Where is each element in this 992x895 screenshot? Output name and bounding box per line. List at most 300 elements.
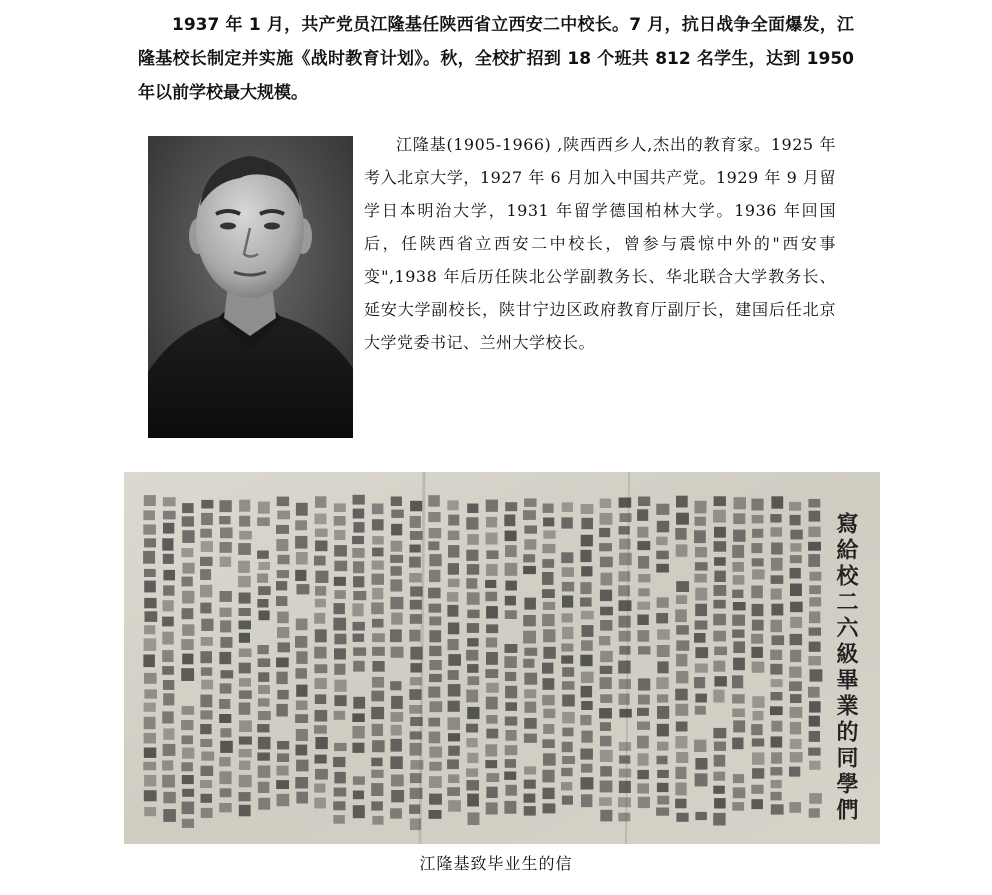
letter-glyph	[580, 715, 591, 725]
letter-glyph	[486, 652, 498, 665]
letter-glyph	[600, 781, 613, 793]
letter-glyph	[790, 515, 801, 525]
letter-glyph	[751, 543, 762, 553]
letter-glyph	[694, 633, 706, 643]
letter-glyph	[695, 621, 708, 630]
letter-glyph	[353, 791, 364, 800]
letter-glyph	[753, 711, 764, 721]
letter-glyph	[239, 500, 250, 512]
letter-glyph	[448, 746, 460, 756]
letter-glyph	[353, 661, 365, 672]
letter-glyph	[809, 701, 821, 712]
letter-glyph	[751, 634, 763, 644]
letter-glyph	[676, 496, 688, 508]
letter-glyph	[694, 574, 706, 583]
letter-glyph	[409, 705, 422, 714]
letter-glyph	[353, 805, 365, 818]
letter-glyph	[542, 739, 554, 748]
letter-glyph	[733, 774, 744, 783]
letter-glyph	[580, 598, 592, 607]
letter-glyph	[675, 528, 686, 540]
letter-glyph	[220, 788, 232, 797]
letter-glyph	[334, 664, 345, 675]
letter-scan	[124, 472, 880, 844]
letter-glyph	[581, 764, 593, 773]
letter-glyph	[695, 664, 708, 673]
letter-glyph	[467, 564, 479, 575]
letter-glyph	[675, 609, 687, 622]
letter-glyph	[618, 797, 631, 807]
letter-glyph	[220, 683, 232, 693]
letter-glyph	[410, 600, 422, 610]
letter-glyph	[144, 538, 156, 547]
letter-glyph	[143, 510, 155, 520]
letter-glyph	[239, 663, 251, 674]
letter-glyph	[372, 619, 384, 628]
letter-glyph	[714, 755, 726, 767]
letter-glyph	[200, 569, 211, 580]
letter-glyph	[790, 634, 803, 645]
letter-glyph	[258, 711, 271, 720]
letter-glyph	[695, 501, 707, 514]
letter-glyph	[543, 504, 554, 513]
letter-glyph	[581, 686, 593, 698]
letter-glyph	[771, 679, 783, 687]
letter-glyph	[219, 699, 230, 709]
letter-glyph	[429, 528, 442, 538]
letter-glyph	[182, 819, 194, 828]
letter-glyph	[372, 504, 384, 515]
letter-glyph	[391, 566, 402, 576]
letter-glyph	[676, 513, 689, 525]
letter-glyph	[390, 579, 402, 591]
letter-glyph	[259, 611, 270, 621]
letter-glyph	[486, 773, 499, 782]
letter-glyph	[144, 703, 156, 712]
letter-glyph	[162, 760, 173, 770]
letter-glyph	[505, 545, 517, 557]
letter-glyph	[657, 694, 668, 702]
letter-glyph	[601, 573, 613, 586]
letter-glyph	[542, 572, 554, 585]
letter-glyph	[219, 516, 231, 524]
letter-glyph	[771, 527, 783, 536]
letter-glyph	[410, 773, 422, 783]
letter-glyph	[713, 661, 725, 672]
letter-glyph	[372, 816, 383, 825]
letter-glyph	[637, 527, 648, 538]
letter-glyph	[258, 685, 270, 694]
letter-glyph	[637, 783, 649, 793]
letter-glyph	[619, 755, 630, 763]
letter-glyph	[144, 495, 156, 506]
letter-glyph	[429, 570, 440, 582]
letter-glyph	[239, 690, 252, 699]
letter-glyph	[656, 808, 669, 816]
letter-glyph	[695, 812, 707, 820]
letter-glyph	[371, 707, 384, 719]
letter-glyph	[580, 655, 592, 667]
letter-glyph	[448, 563, 459, 575]
letter-glyph	[637, 722, 650, 730]
letter-glyph	[295, 714, 308, 723]
letter-glyph	[467, 707, 479, 719]
letter-glyph	[201, 766, 214, 776]
letter-glyph	[372, 588, 383, 600]
letter-glyph	[163, 744, 176, 756]
letter-glyph	[163, 728, 174, 740]
letter-glyph	[144, 638, 157, 651]
letter-glyph	[771, 752, 782, 763]
letter-glyph	[524, 673, 537, 685]
letter-glyph	[752, 569, 765, 579]
letter-glyph	[145, 611, 158, 622]
letter-glyph	[163, 680, 174, 690]
letter-glyph	[314, 798, 326, 809]
letter-glyph	[467, 592, 480, 605]
letter-glyph	[638, 695, 650, 705]
letter-glyph	[277, 794, 290, 806]
letter-glyph	[808, 554, 820, 567]
letter-glyph	[372, 574, 385, 585]
letter-glyph	[144, 598, 156, 608]
letter-glyph	[466, 724, 478, 733]
letter-glyph	[276, 780, 289, 789]
portrait-illustration	[148, 136, 353, 438]
letter-glyph	[163, 600, 174, 611]
letter-glyph	[732, 675, 743, 688]
letter-glyph	[637, 770, 649, 779]
letter-glyph	[676, 813, 688, 822]
letter-glyph	[315, 629, 327, 642]
letter-glyph	[580, 582, 591, 594]
letter-glyph	[371, 691, 384, 702]
letter-glyph	[220, 637, 232, 648]
letter-glyph	[581, 518, 593, 529]
letter-glyph	[486, 715, 497, 724]
letter-glyph	[447, 759, 459, 769]
letter-glyph	[258, 562, 270, 570]
letter-glyph	[809, 597, 821, 606]
letter-glyph	[505, 702, 517, 711]
letter-glyph	[562, 627, 573, 639]
letter-glyph	[504, 772, 516, 780]
letter-glyph	[542, 614, 555, 626]
letter-glyph	[257, 599, 268, 608]
letter-glyph	[314, 556, 326, 566]
letter-glyph	[315, 755, 327, 764]
letter-glyph	[201, 500, 213, 509]
letter-glyph	[732, 802, 744, 811]
letter-glyph	[675, 689, 688, 701]
letter-glyph	[714, 541, 727, 552]
letter-glyph	[562, 567, 574, 577]
letter-glyph	[581, 672, 594, 683]
letter-glyph	[239, 649, 252, 658]
letter-glyph	[771, 721, 782, 732]
letter-glyph	[410, 586, 422, 596]
letter-glyph	[391, 613, 402, 625]
letter-glyph	[182, 608, 194, 619]
letter-glyph	[447, 500, 458, 510]
letter-glyph	[221, 670, 234, 678]
letter-glyph	[694, 740, 706, 752]
letter-glyph	[676, 581, 689, 592]
letter-glyph	[353, 509, 365, 519]
letter-glyph	[714, 496, 726, 506]
letter-glyph	[733, 658, 745, 671]
letter-glyph	[220, 728, 231, 737]
letter-glyph	[410, 647, 422, 660]
letter-glyph	[276, 525, 289, 534]
letter-glyph	[409, 630, 420, 642]
letter-glyph	[220, 542, 232, 553]
letter-glyph	[619, 769, 631, 778]
letter-glyph	[277, 612, 289, 624]
letter-glyph	[809, 761, 820, 770]
letter-glyph	[144, 775, 156, 787]
letter-glyph	[276, 658, 289, 668]
letter-glyph	[770, 650, 782, 660]
letter-glyph	[676, 671, 688, 683]
letter-glyph	[543, 788, 555, 799]
letter-glyph	[163, 570, 175, 581]
letter-glyph	[752, 768, 764, 779]
letter-glyph	[525, 702, 537, 713]
letter-glyph	[561, 552, 573, 563]
letter-glyph	[333, 757, 345, 767]
letter-glyph	[657, 706, 669, 719]
letter-glyph	[808, 527, 820, 538]
letter-glyph	[732, 545, 744, 558]
letter-glyph	[505, 717, 517, 726]
letter-glyph	[144, 673, 157, 684]
letter-glyph	[314, 784, 325, 793]
letter-glyph	[619, 539, 630, 550]
letter-glyph	[353, 647, 366, 655]
letter-glyph	[239, 805, 251, 817]
letter-glyph	[144, 807, 156, 816]
letter-glyph	[278, 642, 291, 652]
letter-glyph	[638, 646, 650, 654]
letter-glyph	[713, 600, 725, 609]
letter-glyph	[695, 706, 706, 715]
letter-glyph	[239, 775, 252, 787]
letter-glyph	[390, 629, 402, 642]
letter-glyph	[523, 510, 536, 520]
letter-glyph	[599, 528, 610, 537]
letter-glyph	[276, 704, 287, 717]
letter-glyph	[334, 788, 347, 797]
letter-glyph	[258, 698, 270, 706]
letter-glyph	[219, 500, 231, 512]
letter-glyph	[372, 536, 383, 544]
letter-glyph	[638, 630, 650, 642]
letter-glyph	[257, 645, 268, 654]
letter-glyph	[619, 646, 630, 655]
letter-glyph	[390, 756, 402, 769]
letter-glyph	[220, 741, 233, 753]
letter-glyph	[486, 683, 499, 693]
letter-glyph	[486, 533, 498, 545]
letter-glyph	[732, 630, 744, 638]
letter-glyph	[562, 613, 573, 622]
letter-glyph	[143, 524, 156, 534]
letter-glyph	[200, 585, 212, 598]
letter-glyph	[618, 661, 630, 674]
letter-glyph	[334, 711, 345, 720]
letter-glyph	[619, 742, 631, 751]
letter-glyph	[429, 794, 442, 805]
letter-glyph	[676, 595, 687, 604]
letter-glyph	[505, 531, 517, 542]
letter-glyph	[200, 695, 212, 708]
letter-glyph	[581, 504, 594, 514]
letter-glyph	[239, 621, 252, 630]
letter-glyph	[486, 729, 498, 739]
letter-glyph	[771, 543, 783, 555]
letter-glyph	[182, 530, 194, 543]
letter-glyph	[789, 767, 800, 777]
letter-glyph	[353, 634, 365, 642]
letter-glyph	[372, 647, 385, 656]
letter-glyph	[524, 780, 536, 789]
letter-glyph	[733, 530, 745, 542]
letter-glyph	[600, 607, 613, 616]
letter-glyph	[334, 545, 347, 556]
letter-glyph	[296, 619, 308, 631]
letter-glyph	[523, 554, 535, 562]
letter-glyph	[751, 799, 763, 809]
letter-glyph	[600, 750, 613, 762]
letter-glyph	[182, 654, 193, 665]
letter-glyph	[353, 591, 366, 600]
letter-glyph	[486, 697, 498, 710]
letter-glyph	[295, 520, 307, 530]
letter-glyph	[162, 666, 174, 675]
letter-glyph	[239, 737, 252, 745]
letter-glyph	[466, 517, 478, 529]
letter-glyph	[524, 794, 536, 803]
letter-glyph	[410, 516, 421, 528]
letter-glyph	[732, 694, 745, 703]
letter-glyph	[675, 767, 686, 779]
letter-glyph	[258, 672, 269, 682]
letter-glyph	[581, 566, 592, 576]
letter-glyph	[448, 701, 460, 712]
letter-glyph	[732, 738, 743, 750]
letter-glyph	[334, 590, 345, 599]
letter-glyph	[429, 747, 442, 758]
letter-glyph	[410, 614, 422, 624]
letter-glyph	[258, 502, 270, 514]
letter-glyph	[163, 809, 176, 822]
letter-glyph	[219, 714, 231, 723]
letter-glyph	[581, 731, 592, 743]
letter-glyph	[391, 524, 402, 536]
letter-glyph	[277, 497, 289, 507]
letter-glyph	[581, 794, 592, 807]
letter-glyph	[447, 787, 460, 796]
letter-glyph	[200, 603, 211, 614]
letter-glyph	[713, 510, 726, 523]
letter-glyph	[486, 550, 498, 559]
letter-glyph	[391, 725, 402, 736]
letter-glyph	[523, 631, 536, 644]
letter-glyph	[618, 585, 630, 596]
letter-glyph	[391, 510, 404, 518]
letter-glyph	[390, 681, 401, 690]
letter-glyph	[144, 689, 157, 698]
letter-glyph	[675, 799, 686, 809]
letter-glyph	[657, 645, 670, 657]
letter-glyph	[599, 797, 612, 806]
letter-glyph	[809, 642, 821, 652]
letter-glyph	[182, 748, 194, 759]
letter-glyph	[277, 690, 288, 700]
letter-glyph	[428, 687, 440, 698]
letter-glyph	[713, 631, 726, 642]
letter-glyph	[296, 701, 308, 710]
letter-glyph	[220, 591, 232, 602]
letter-glyph	[201, 637, 213, 646]
letter-glyph	[314, 725, 327, 734]
letter-glyph	[562, 742, 573, 752]
letter-glyph	[619, 526, 630, 534]
letter-glyph	[771, 780, 782, 788]
letter-glyph	[144, 790, 157, 801]
letter-glyph	[619, 571, 631, 581]
letter-glyph	[600, 620, 612, 631]
letter-glyph	[694, 677, 705, 688]
letter-glyph	[676, 722, 688, 732]
letter-glyph	[429, 604, 442, 613]
letter-glyph	[504, 656, 516, 668]
letter-glyph	[181, 548, 193, 557]
letter-glyph	[352, 548, 364, 558]
letter-glyph	[504, 515, 515, 527]
letter-glyph	[523, 615, 536, 626]
letter-glyph	[144, 569, 156, 577]
letter-glyph	[163, 497, 176, 506]
letter-glyph	[258, 658, 271, 667]
letter-glyph	[353, 776, 365, 784]
letter-glyph	[809, 628, 821, 636]
biography-paragraph: 江隆基(1905-1966) ,陕西西乡人,杰出的教育家。1925 年考入北京大学，1927 年 6 月加入中国共产党。1929 年 9 月留学日本明治大学，1931 年留学德国柏林大学。1936 年回国后，任陕西省立西安二中校长，曾参与震惊中外的"西安事变",1938 年后历任陕北公学副教务长、华北联合大学教务长、延安大学副校长，陕甘宁边区政府教育厅副厅长，建国后任北京大学党委书记、兰州大学校长。	[364, 135, 836, 352]
letter-glyph	[772, 635, 785, 645]
letter-glyph	[315, 571, 328, 583]
letter-glyph	[334, 648, 346, 659]
letter-glyph	[486, 606, 498, 618]
letter-glyph	[790, 707, 803, 718]
letter-glyph	[618, 813, 630, 822]
letter-glyph	[581, 701, 593, 710]
letter-glyph	[276, 672, 287, 684]
letter-glyph	[315, 737, 327, 749]
letter-glyph	[676, 544, 688, 556]
letter-glyph	[353, 495, 365, 505]
letter-glyph	[790, 530, 802, 540]
letter-glyph	[143, 762, 156, 770]
letter-glyph	[467, 534, 479, 545]
letter-glyph	[410, 677, 422, 685]
letter-glyph	[789, 802, 801, 813]
letter-glyph	[182, 802, 195, 815]
letter-glyph	[713, 690, 724, 703]
letter-glyph	[542, 695, 555, 706]
letter-glyph	[524, 598, 536, 610]
letter-glyph	[467, 504, 478, 514]
